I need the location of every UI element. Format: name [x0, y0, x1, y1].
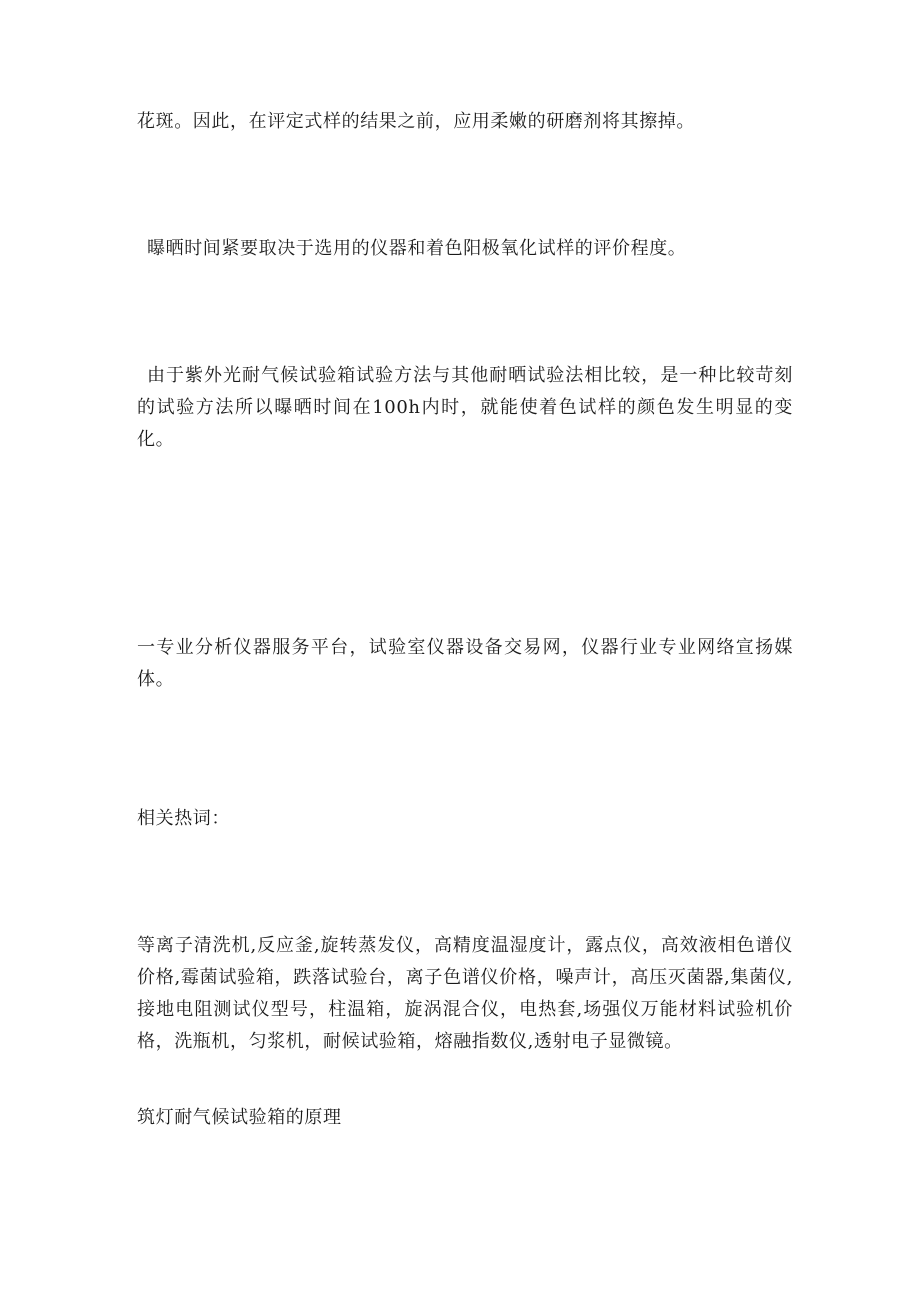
paragraph-surface-spots: 花斑。因此，在评定式样的结果之前，应用柔嫩的研磨剂将其擦掉。: [137, 111, 695, 132]
related-keywords-list: 等离子清洗机,反应釜,旋转蒸发仪，高精度温湿度计，露点仪，高效液相色谱仪价格,霉菌试验箱，跌落试验台，离子色谱仪价格，噪声计，高压灭菌器,集菌仪,接地电阻测试仪型号，柱温箱，旋涡混合仪，电热套,场强仪万能材料试验机价格，洗瓶机，匀浆机，耐候试验箱，熔融指数仪,透射电子显微镜。: [137, 935, 793, 1052]
paragraph-uv-test-method: 由于紫外光耐气候试验箱试验方法与其他耐晒试验法相比较，是一种比较苛刻的试验方法所以曝晒时间在100h内时，就能使着色试样的颜色发生明显的变化。: [137, 365, 793, 450]
article-title-link[interactable]: 筑灯耐气候试验箱的原理: [137, 1107, 342, 1128]
related-keywords-heading: 相关热词：: [137, 808, 230, 829]
paragraph-exposure-time: 曝晒时间紧要取决于选用的仪器和着色阳极氧化试样的评价程度。: [147, 238, 687, 259]
paragraph-platform-description: 一专业分析仪器服务平台，试验室仪器设备交易网，仪器行业专业网络宣扬媒体。: [137, 637, 793, 690]
